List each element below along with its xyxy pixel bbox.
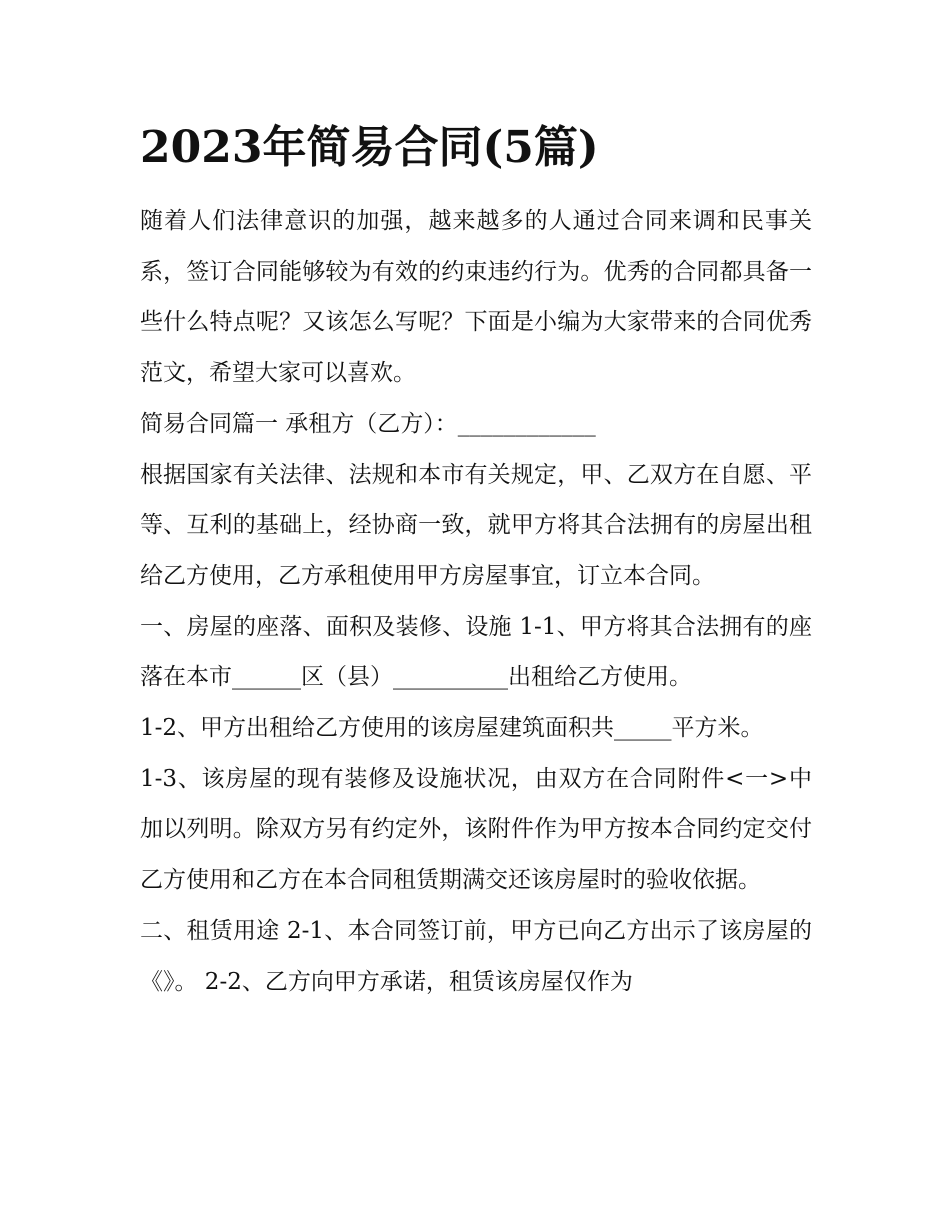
clause-1-1: 一、房屋的座落、面积及装修、设施 1-1、甲方将其合法拥有的座落在本市______区（县）__________出租给乙方使用。 (140, 613, 812, 691)
preamble-paragraph: 根据国家有关法律、法规和本市有关规定，甲、乙双方在自愿、平等、互利的基础上，经协商一致，就甲方将其合法拥有的房屋出租给乙方使用，乙方承租使用甲方房屋事宜，订立本合同。 (140, 461, 812, 589)
document-title: 2023年简易合同(5篇) (140, 122, 599, 173)
clause-2: 二、租赁用途 2-1、本合同签订前，甲方已向乙方出示了该房屋的《》。 2-2、乙方向甲方承诺，租赁该房屋仅作为 (140, 917, 812, 995)
clause-1-2: 1-2、甲方出租给乙方使用的该房屋建筑面积共_____平方米。 (140, 715, 764, 742)
clause-1-3: 1-3、该房屋的现有装修及设施状况，由双方在合同附件<一>中加以列明。除双方另有约定外，该附件作为甲方按本合同约定交付乙方使用和乙方在本合同租赁期满交还该房屋时的验收依据。 (140, 765, 812, 894)
contract-one-heading: 简易合同篇一 承租方（乙方）：____________ (140, 410, 596, 437)
intro-paragraph: 随着人们法律意识的加强，越来越多的人通过合同来调和民事关系，签订合同能够较为有效的约束违约行为。优秀的合同都具备一些什么特点呢？又该怎么写呢？下面是小编为大家带来的合同优秀范文，希望大家可以喜欢。 (140, 208, 812, 387)
document-body (140, 196, 812, 1007)
